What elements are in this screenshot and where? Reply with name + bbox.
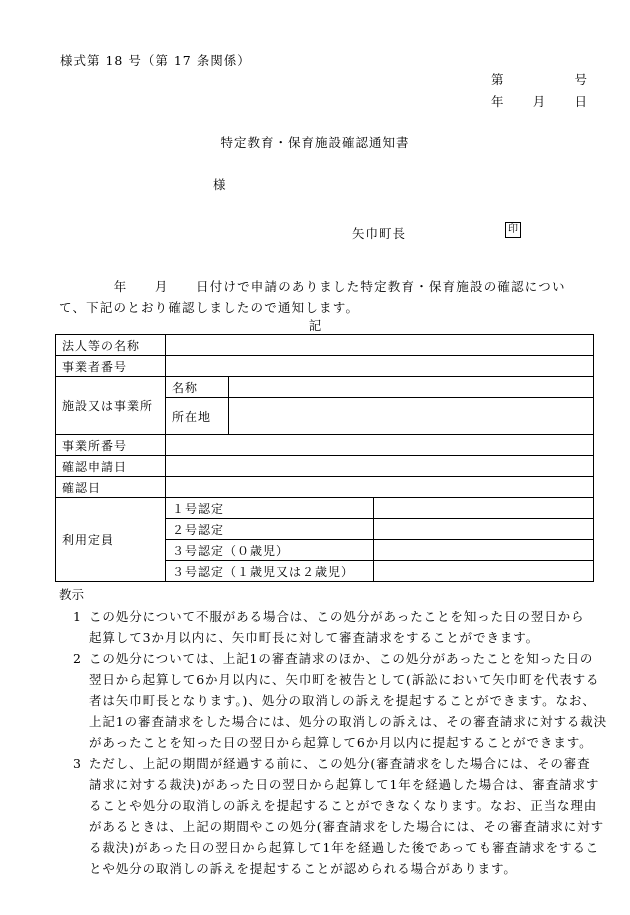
instructions-heading: 教示 — [59, 587, 85, 602]
corp-name-value — [166, 335, 594, 356]
capacity-type-1-label: １号認定 — [166, 498, 374, 519]
form-number: 様式第 18 号（第 17 条関係） — [60, 53, 251, 68]
capacity-type-2-label: ２号認定 — [166, 519, 374, 540]
facility-name-value — [229, 377, 594, 398]
issuer-name: 矢巾町長 — [352, 226, 407, 241]
instruction-line: 起算して3か月以内に、矢巾町長に対して審査請求をすることができます。 — [89, 630, 540, 645]
date-day-label: 日 — [574, 94, 587, 109]
facility-address-label: 所在地 — [166, 398, 229, 435]
office-number-value — [166, 435, 594, 456]
instruction-line: があるときは、上記の期間やこの処分(審査請求をした場合には、その審査請求に対す — [89, 819, 604, 834]
instruction-item — [59, 753, 604, 879]
table-row — [56, 498, 594, 519]
table-row — [56, 356, 594, 377]
facility-name-label: 名称 — [166, 377, 229, 398]
capacity-type-3-age0-value — [374, 540, 594, 561]
capacity-type-1-value — [374, 498, 594, 519]
notice-body-line-1: 年 月 日付けで申請のありました特定教育・保育施設の確認につい — [59, 279, 566, 294]
date-month-label: 月 — [532, 94, 546, 109]
instruction-number: 2 — [73, 651, 82, 666]
table-row — [56, 335, 594, 356]
seal-mark: 印 — [505, 222, 521, 238]
table-row — [56, 477, 594, 498]
capacity-type-2-value — [374, 519, 594, 540]
operator-number-label: 事業者番号 — [56, 356, 166, 377]
date-year-label: 年 — [491, 94, 504, 109]
number-label-go: 号 — [574, 72, 587, 87]
instruction-line: ただし、上記の期間が経過する前に、この処分(審査請求をした場合には、その審査 — [89, 756, 591, 771]
instruction-item — [59, 648, 608, 753]
capacity-label: 利用定員 — [56, 498, 166, 582]
corp-name-label: 法人等の名称 — [56, 335, 166, 356]
confirmation-table — [55, 334, 594, 582]
application-date-value — [166, 456, 594, 477]
instruction-line: 者は矢巾町長となります。)、処分の取消しの訴えを提起することができます。なお、 — [89, 693, 596, 708]
capacity-type-3-age0-label: ３号認定（０歳児） — [166, 540, 374, 561]
capacity-type-3-age12-label: ３号認定（１歳児又は２歳児） — [166, 561, 374, 582]
instruction-line: る裁決)があった日の翌日から起算して1年を経過した後であっても審査請求をするこ — [89, 840, 600, 855]
instruction-number: 1 — [73, 609, 82, 624]
notice-body — [59, 276, 591, 318]
document-number-line — [491, 70, 587, 88]
notice-body-line-2: て、下記のとおり確認しましたので通知します。 — [59, 300, 360, 315]
instruction-line: 請求に対する裁決)があった日の翌日から起算して1年を経過した場合は、審査請求す — [89, 777, 600, 792]
document-title: 特定教育・保育施設確認通知書 — [220, 135, 410, 150]
number-label-dai: 第 — [491, 72, 504, 87]
instruction-line: があったことを知った日の翌日から起算して6か月以内に提起することができます。 — [89, 735, 593, 750]
ki-heading: 記 — [308, 318, 322, 333]
instruction-line: この処分について不服がある場合は、この処分があったことを知った日の翌日から — [89, 609, 585, 624]
table-row — [56, 435, 594, 456]
addressee-suffix: 様 — [213, 177, 226, 192]
table-row — [56, 377, 594, 398]
capacity-type-3-age12-value — [374, 561, 594, 582]
confirmation-date-value — [166, 477, 594, 498]
table-row — [56, 456, 594, 477]
instruction-item — [59, 606, 599, 648]
facility-label: 施設又は事業所 — [56, 377, 166, 435]
instructions-section — [59, 586, 608, 879]
office-number-label: 事業所番号 — [56, 435, 166, 456]
instruction-line: この処分については、上記1の審査請求のほか、この処分があったことを知った日の — [89, 651, 594, 666]
instruction-line: ることや処分の取消しの訴えを提起することができなくなります。なお、正当な理由 — [89, 798, 598, 813]
issue-date-line — [491, 92, 587, 110]
instruction-line: とや処分の取消しの訴えを提起することが認められる場合があります。 — [89, 861, 517, 876]
confirmation-date-label: 確認日 — [56, 477, 166, 498]
facility-address-value — [229, 398, 594, 435]
instruction-line: 翌日から起算して6か月以内に、矢巾町を被告として(訴訟において矢巾町を代表する — [89, 672, 600, 687]
application-date-label: 確認申請日 — [56, 456, 166, 477]
instruction-line: 上記1の審査請求をした場合には、処分の取消しの訴えは、その審査請求に対する裁決 — [89, 714, 608, 729]
operator-number-value — [166, 356, 594, 377]
instruction-number: 3 — [73, 756, 82, 771]
